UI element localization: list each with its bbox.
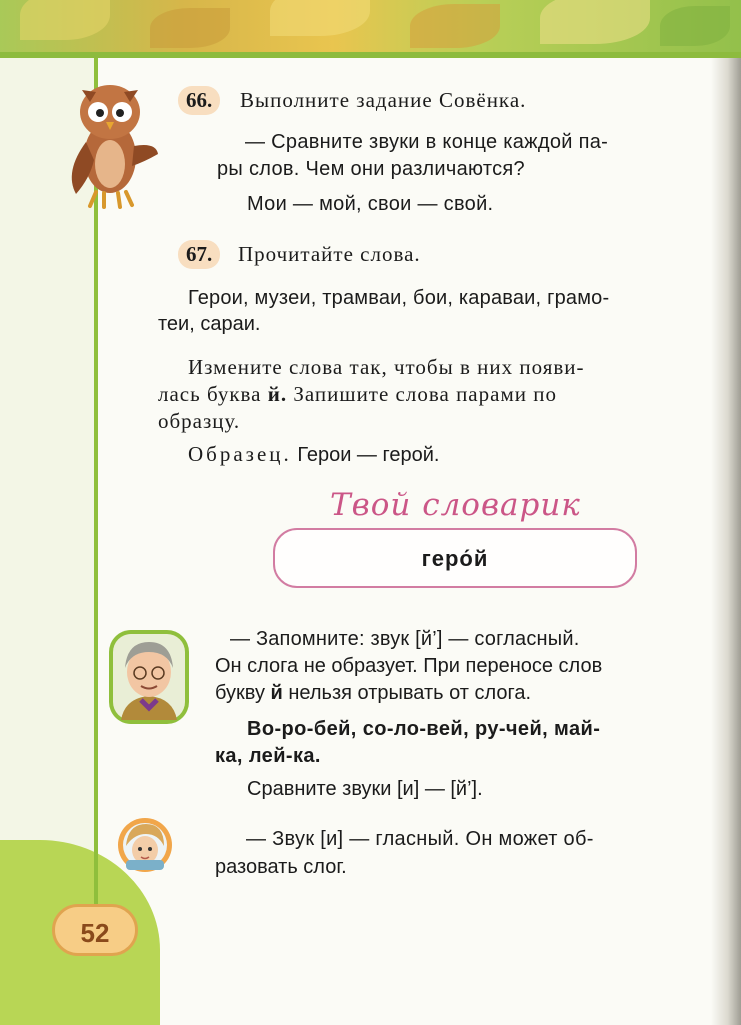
task-67-line-2a: лась буква [158,382,268,406]
task-66-pairs: Мои — мой, свои — свой. [247,193,494,215]
task-66-instruction: Выполните задание Совёнка. [240,88,527,112]
answer-line-1: — Звук [и] — гласный. Он может об- [246,828,594,850]
rule-line-3a: букву [215,682,271,704]
rule-line-2: Он слога не образует. При переносе слов [215,655,603,677]
dictionary-box [273,528,637,588]
examples-line-1: Во-ро-бей, со-ло-вей, ру-чей, май- [247,718,601,740]
task-67-line-2 [158,382,557,407]
task-66-question-line-2: ры слов. Чем они различаются? [217,158,525,180]
examples-line-2: ка, лей-ка. [215,745,321,767]
dictionary-title: Твой словарик [330,487,581,523]
sample-line [188,442,439,467]
book-spine-shadow [711,58,741,1025]
answer-line-2: разовать слог. [215,856,347,878]
compare-line: Сравните звуки [и] — [й’]. [247,778,483,800]
owl-icon [60,72,160,217]
sample-label: Образец. [188,442,292,466]
task-67-instruction: Прочитайте слова. [238,242,421,266]
dictionary-word: геро́й [421,546,489,571]
teacher-avatar-icon [107,628,191,731]
rule-line-1: — Запомните: звук [й’] — согласный. [230,628,580,650]
task-67-number: 67. [178,240,220,269]
task-67-line-2b: Запишите слова парами по [287,382,557,406]
task-67-words-line-1: Герои, музеи, трамваи, бои, караваи, грамо- [188,287,610,309]
task-67-line-3: образцу. [158,409,241,433]
task-66-number: 66. [178,86,220,115]
rule-letter-y: й [270,682,283,704]
task-66-question-line-1: — Сравните звуки в конце каждой па- [245,131,609,153]
top-banner [0,0,741,58]
letter-y: й. [267,382,288,406]
sample-text: Герои — герой. [297,444,440,466]
girl-avatar-icon [116,816,174,879]
rule-line-3 [215,682,531,705]
task-67-words-line-2: теи, сараи. [158,313,261,335]
task-67-line-1: Измените слова так, чтобы в них появи- [188,355,585,379]
rule-line-3b: нельзя отрывать от слога. [282,682,532,704]
page-number: 52 [52,904,138,956]
